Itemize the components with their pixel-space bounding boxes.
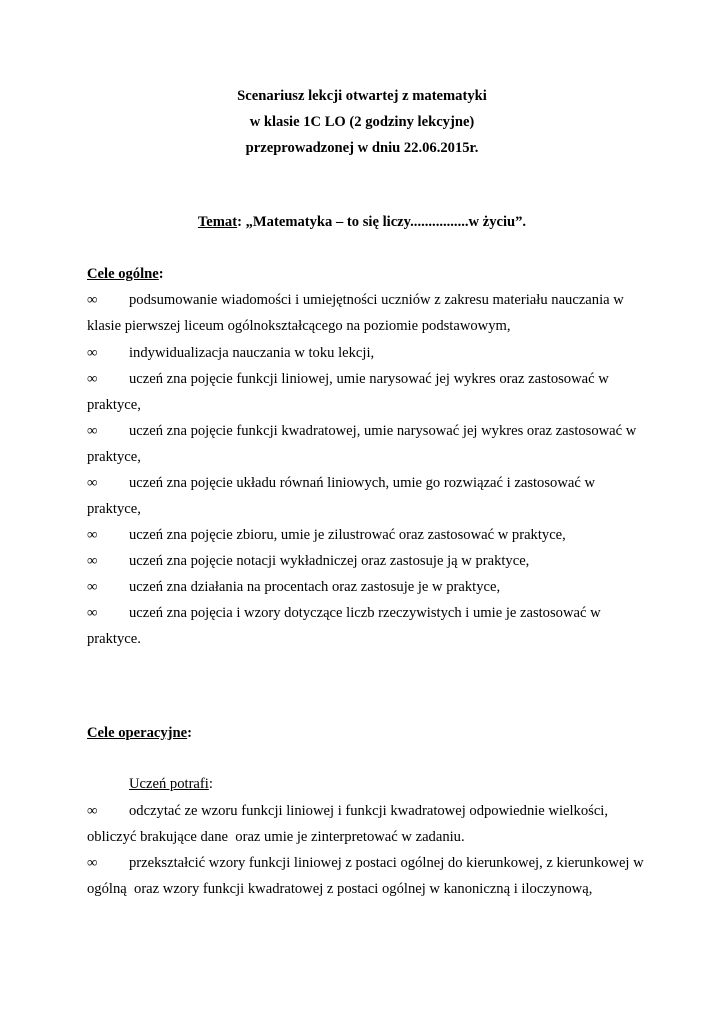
- infinity-bullet-icon: ∞: [87, 553, 98, 569]
- general-goal-item: [87, 600, 647, 653]
- topic-label: Temat: [197, 214, 238, 230]
- topic-separator: :: [237, 214, 246, 230]
- general-goal-item: [87, 340, 647, 366]
- general-goal-item: [87, 366, 647, 419]
- infinity-bullet-icon: ∞: [87, 475, 98, 491]
- general-goal-text: indywidualizacja nauczania w toku lekcji,: [129, 345, 375, 361]
- lesson-topic: [0, 213, 724, 231]
- general-goals-heading-text: Cele ogólne: [87, 266, 159, 282]
- general-goal-text: uczeń zna pojęcie funkcji liniowej, umie narysować jej wykres oraz zastosować w praktyce,: [87, 371, 613, 414]
- general-goal-item: [87, 287, 647, 340]
- operational-goals-heading-text: Cele operacyjne: [87, 725, 188, 741]
- operational-goals-heading-colon: :: [187, 725, 192, 741]
- general-goal-item: [87, 548, 647, 574]
- operational-goals-heading: [87, 724, 192, 742]
- operational-goal-text: odczytać ze wzoru funkcji liniowej i funkcji kwadratowej odpowiednie wielkości, obliczyć brakujące dane oraz umie je zinterpretować w zadaniu.: [87, 803, 612, 846]
- general-goal-item: [87, 522, 647, 548]
- student-can-subheading: [129, 775, 213, 793]
- operational-goal-item: [87, 798, 647, 851]
- title-line-1: Scenariusz lekcji otwartej z matematyki: [237, 88, 487, 104]
- general-goal-text: uczeń zna pojęcie funkcji kwadratowej, umie narysować jej wykres oraz zastosować w praktyce,: [87, 423, 640, 466]
- general-goal-item: [87, 574, 647, 600]
- general-goal-text: uczeń zna pojęcie zbioru, umie je zilustrować oraz zastosować w praktyce,: [129, 527, 566, 543]
- student-can-subheading-text: Uczeń potrafi: [129, 776, 209, 792]
- general-goal-text: podsumowanie wiadomości i umiejętności uczniów z zakresu materiału nauczania w klasie pierwszej liceum ogólnokształcącego na poziomie podstawowym,: [87, 292, 628, 335]
- infinity-bullet-icon: ∞: [87, 579, 98, 595]
- infinity-bullet-icon: ∞: [87, 527, 98, 543]
- general-goal-item: [87, 418, 647, 471]
- general-goal-text: uczeń zna pojęcie układu równań liniowych, umie go rozwiązać i zastosować w praktyce,: [87, 475, 599, 518]
- infinity-bullet-icon: ∞: [87, 423, 98, 439]
- general-goals-heading: [87, 265, 164, 283]
- student-can-subheading-colon: :: [208, 776, 213, 792]
- operational-goal-text: przekształcić wzory funkcji liniowej z postaci ogólnej do kierunkowej, z kierunkowej w ogólną oraz wzory funkcji kwadratowej z postaci ogólnej w kanoniczną i iloczynową,: [87, 855, 648, 898]
- infinity-bullet-icon: ∞: [87, 605, 98, 621]
- infinity-bullet-icon: ∞: [87, 371, 98, 387]
- general-goal-text: uczeń zna pojęcia i wzory dotyczące liczb rzeczywistych i umie je zastosować w praktyce.: [87, 605, 605, 648]
- general-goal-text: uczeń zna pojęcie notacji wykładniczej oraz zastosuje ją w praktyce,: [129, 553, 530, 569]
- infinity-bullet-icon: ∞: [87, 292, 98, 308]
- infinity-bullet-icon: ∞: [87, 803, 98, 819]
- general-goal-text: uczeń zna działania na procentach oraz zastosuje je w praktyce,: [129, 579, 501, 595]
- title-line-3: przeprowadzonej w dniu 22.06.2015r.: [245, 140, 479, 156]
- infinity-bullet-icon: ∞: [87, 345, 98, 361]
- general-goals-heading-colon: :: [158, 266, 164, 282]
- general-goal-item: [87, 470, 647, 523]
- title-line-2: w klasie 1C LO (2 godziny lekcyjne): [249, 114, 475, 130]
- operational-goal-item: [87, 850, 647, 903]
- infinity-bullet-icon: ∞: [87, 855, 98, 871]
- topic-text: „Matematyka – to się liczy................w życiu”.: [245, 214, 527, 230]
